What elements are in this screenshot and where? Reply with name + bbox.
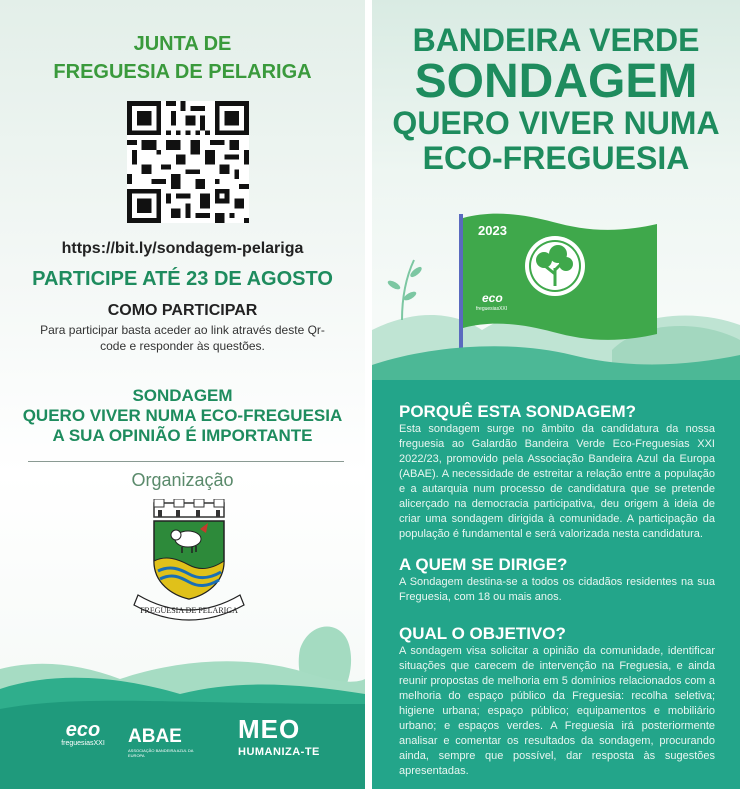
tagline-line2: QUERO VIVER NUMA ECO-FREGUESIA: [22, 406, 343, 425]
survey-tagline: [0, 386, 365, 446]
abae-logo-text: ABAE: [128, 726, 182, 747]
why-survey-heading: PORQUÊ ESTA SONDAGEM?: [399, 402, 637, 421]
deadline-text: PARTICIPE ATÉ 23 DE AGOSTO: [32, 268, 333, 290]
abae-logo: [128, 726, 208, 758]
title-quero-viver: QUERO VIVER NUMA: [392, 105, 720, 141]
organization-title: [0, 30, 365, 86]
survey-url-link[interactable]: https://bit.ly/sondagem-pelariga: [61, 240, 304, 257]
info-section: [372, 380, 740, 789]
tagline-line3: A SUA OPINIÃO É IMPORTANTE: [52, 426, 313, 445]
eco-freguesias-logo: [58, 720, 108, 748]
meo-logo-subtext: HUMANIZA-TE: [238, 746, 320, 758]
qr-code[interactable]: [127, 101, 249, 223]
target-audience-text: A Sondagem destina-se a todos os cidadãos residentes na sua Freguesia, com 18 ou mais anos.: [399, 576, 715, 603]
partner-logos: [0, 710, 365, 770]
org-title-line1: JUNTA DE: [133, 33, 232, 55]
organization-label: Organização: [131, 470, 234, 490]
org-title-line2: FREGUESIA DE PELARIGA: [53, 61, 312, 83]
how-to-participate-text: Para participar basta aceder ao link através deste Qr-code e responder às questões.: [40, 323, 325, 353]
objective-text: A sondagem visa solicitar a opinião da comunidade, identificar situações que carecem de intervenção na Freguesia, e ainda reunir propostas de melhoria em 5 domínios relacionados com a melhoria do espaço público da Freguesia: recolha seletiva; higiene urbana; espaço público; equipamentos e mobiliário urbano; e espaços verdes. A Freguesia irá posteriormente analisar e comentar os resultados da sondagem, procurando ainda, sempre que possível, dar resposta às sugestões apresentadas.: [399, 645, 715, 777]
meo-logo-text: MEO: [238, 714, 301, 744]
meo-logo: [238, 716, 320, 758]
title-eco-freguesia: ECO-FREGUESIA: [422, 140, 690, 176]
eco-logo-text: eco: [65, 719, 101, 741]
why-survey-text: Esta sondagem surge no âmbito da candidatura da nossa freguesia ao Galardão Bandeira Verde Eco-Freguesias XXI 2022/23, promovido pela Associação Bandeira Azul da Europa (ABAE). A necessidade de estreitar a relação entre a população e a autarquia num processo de candidatura que se pretende alicerçado na democracia participativa, deu origem à ideia de criar uma sondagem dirigida à comunidade. A participação da população é fundamental e será valorizada nesta candidatura.: [399, 423, 715, 540]
flag-eco-logo-subtext: freguesiasXXI: [476, 306, 508, 312]
title-bandeira-verde: BANDEIRA VERDE: [412, 22, 700, 58]
main-title: [372, 22, 740, 176]
flag-year: 2023: [478, 223, 507, 238]
right-panel: [372, 0, 740, 789]
parish-coat-of-arms-icon: [132, 499, 246, 621]
green-flag-illustration: [372, 200, 740, 400]
crest-banner-text: FREGUESIA DE PELARIGA: [140, 606, 238, 615]
title-sondagem: SONDAGEM: [414, 55, 698, 108]
left-panel: [0, 0, 365, 789]
target-audience-heading: A QUEM SE DIRIGE?: [399, 555, 568, 574]
objective-heading: QUAL O OBJETIVO?: [399, 624, 566, 643]
tagline-line1: SONDAGEM: [132, 386, 233, 405]
abae-logo-subtext: ASSOCIAÇÃO BANDEIRA AZUL DA EUROPA: [128, 748, 194, 758]
flag-eco-logo: eco: [482, 291, 503, 305]
how-to-participate-heading: COMO PARTICIPAR: [107, 302, 258, 319]
eco-logo-subtext: freguesiasXXI: [61, 740, 105, 747]
divider: [28, 461, 344, 462]
